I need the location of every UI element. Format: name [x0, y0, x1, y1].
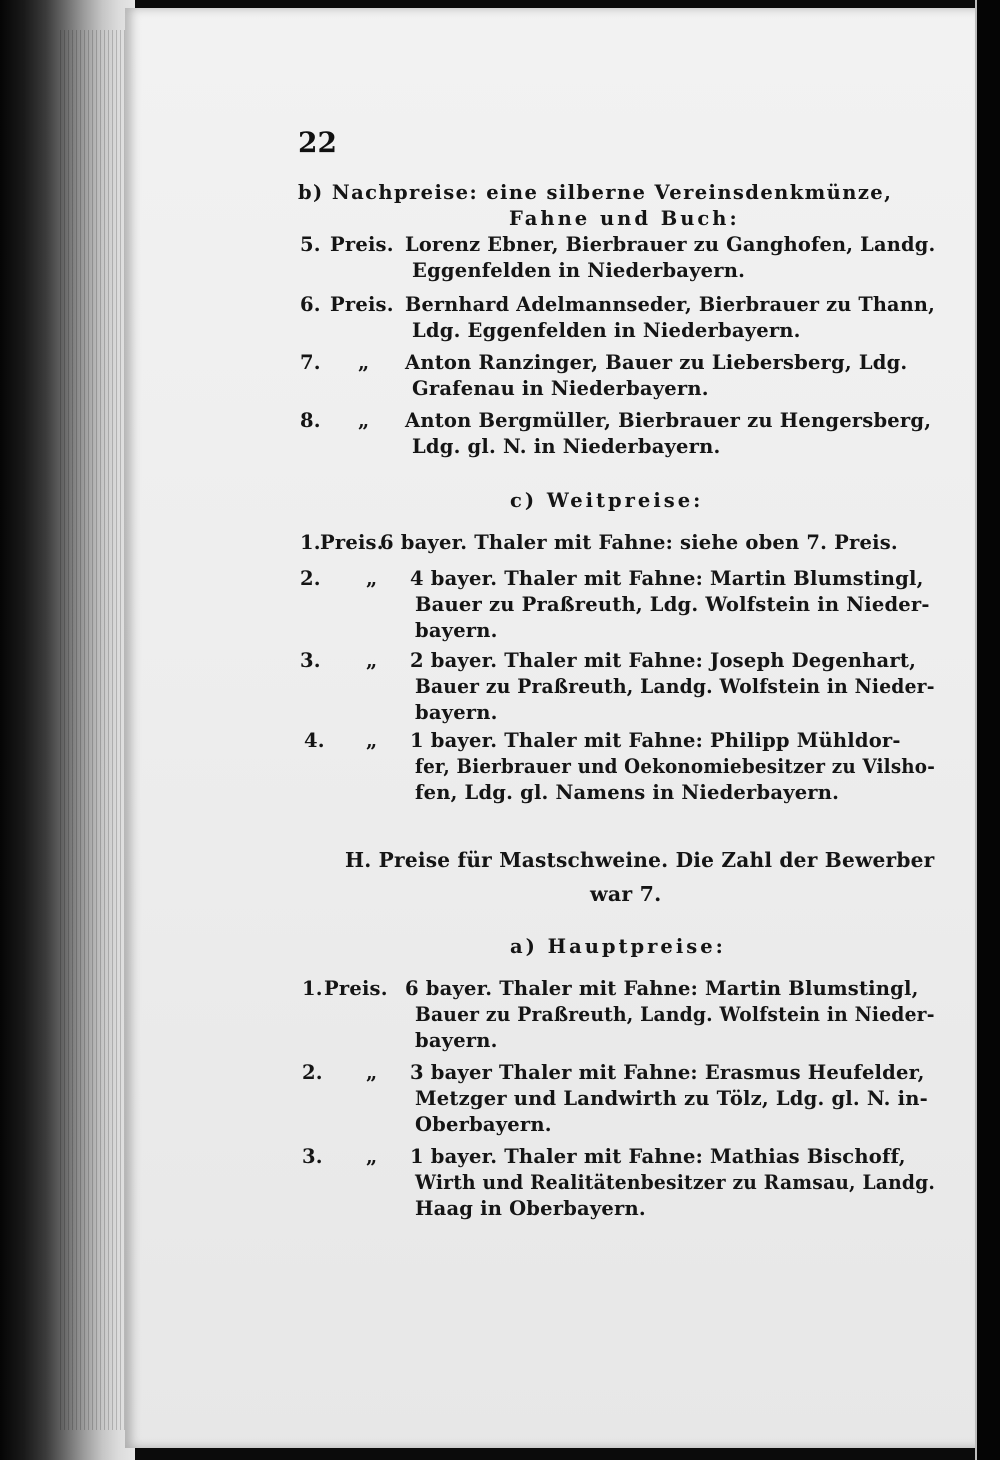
entry-label: „ [366, 1145, 378, 1168]
entry-text: Metzger und Landwirth zu Tölz, Ldg. gl. N. in- [415, 1087, 928, 1110]
section-b-heading-cont: Fahne und Buch: [509, 207, 740, 230]
entry-label: Preis. [330, 233, 394, 256]
entry-text: 4 bayer. Thaler mit Fahne: Martin Blumstingl, [410, 567, 924, 590]
entry-text: Lorenz Ebner, Bierbrauer zu Ganghofen, Landg. [405, 233, 936, 256]
section-h-heading: H. Preise für Mastschweine. Die Zahl der Bewerber [345, 848, 935, 872]
entry-number: 6. [300, 293, 321, 316]
section-h-subheading: a) Hauptpreise: [510, 935, 726, 958]
entry-text: fen, Ldg. gl. Namens in Niederbayern. [415, 781, 840, 804]
section-b-heading: b) Nachpreise: eine silberne Vereinsdenkmünze, [298, 181, 893, 204]
entry-text: Grafenau in Niederbayern. [412, 377, 709, 400]
entry-text: 2 bayer. Thaler mit Fahne: Joseph Degenhart, [410, 649, 917, 672]
entry-label: Preis. [324, 977, 388, 1000]
entry-number: 2. [300, 567, 321, 590]
entry-label: Preis. [320, 531, 384, 554]
entry-label: „ [366, 649, 378, 672]
entry-text: fer, Bierbrauer und Oekonomiebesitzer zu Vilsho- [415, 755, 936, 778]
entry-number: 8. [300, 409, 321, 432]
page-number: 22 [298, 126, 337, 159]
entry-number: 4. [304, 729, 325, 752]
entry-number: 1. [300, 531, 321, 554]
section-c-heading: c) Weitpreise: [510, 489, 704, 512]
entry-number: 3. [300, 649, 321, 672]
entry-label: „ [366, 567, 378, 590]
entry-number: 1. [302, 977, 323, 1000]
entry-text: Ldg. gl. N. in Niederbayern. [412, 435, 721, 458]
entry-text: 6 bayer. Thaler mit Fahne: Martin Blumstingl, [405, 977, 919, 1000]
entry-text: bayern. [415, 1029, 498, 1052]
entry-text: Ldg. Eggenfelden in Niederbayern. [412, 319, 801, 342]
entry-text: 1 bayer. Thaler mit Fahne: Mathias Bischoff, [410, 1145, 906, 1168]
entry-label: „ [358, 409, 370, 432]
entry-text: bayern. [415, 619, 498, 642]
entry-text: Wirth und Realitätenbesitzer zu Ramsau, Landg. [415, 1171, 936, 1194]
entry-text: 1 bayer. Thaler mit Fahne: Philipp Mühldor- [410, 729, 901, 752]
entry-label: „ [366, 729, 378, 752]
entry-text: bayern. [415, 701, 498, 724]
book-spine-edge [0, 0, 135, 1460]
entry-text: Bauer zu Praßreuth, Ldg. Wolfstein in Nieder- [415, 593, 930, 616]
entry-text: Anton Ranzinger, Bauer zu Liebersberg, Ldg. [405, 351, 908, 374]
page-edges-texture [60, 30, 130, 1430]
entry-label: „ [366, 1061, 378, 1084]
entry-text: Bauer zu Praßreuth, Landg. Wolfstein in Nieder- [415, 675, 935, 698]
entry-text: Anton Bergmüller, Bierbrauer zu Hengersberg, [405, 409, 932, 432]
entry-text: Bernhard Adelmannseder, Bierbrauer zu Thann, [405, 293, 936, 316]
section-h-heading-cont: war 7. [590, 882, 662, 906]
entry-number: 7. [300, 351, 321, 374]
entry-text: 3 bayer Thaler mit Fahne: Erasmus Heufelder, [410, 1061, 925, 1084]
entry-text: Bauer zu Praßreuth, Landg. Wolfstein in Nieder- [415, 1003, 935, 1026]
entry-text: Haag in Oberbayern. [415, 1197, 646, 1220]
entry-label: Preis. [330, 293, 394, 316]
entry-number: 5. [300, 233, 321, 256]
entry-number: 2. [302, 1061, 323, 1084]
entry-number: 3. [302, 1145, 323, 1168]
entry-text: Eggenfelden in Niederbayern. [412, 259, 746, 282]
entry-label: „ [358, 351, 370, 374]
entry-text: 6 bayer. Thaler mit Fahne: siehe oben 7. Preis. [380, 531, 898, 554]
right-dark-margin [977, 0, 1000, 1460]
entry-text: Oberbayern. [415, 1113, 552, 1136]
